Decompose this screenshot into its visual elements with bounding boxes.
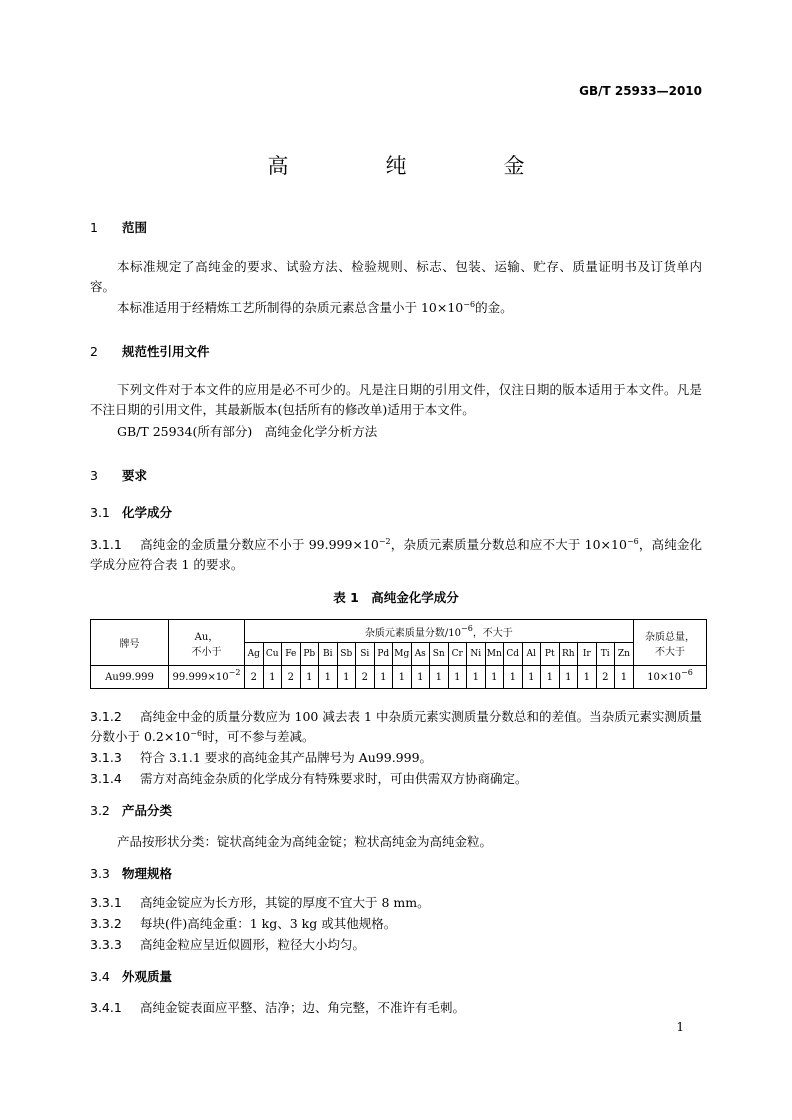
section-title: 规范性引用文件 [122,344,210,359]
clause-3-3-2: 3.3.2 每块(件)高纯金重：1 kg、3 kg 或其他规格。 [90,914,702,934]
clause-number: 3.3.2 [90,916,122,931]
clause-number: 3.1.3 [90,750,122,765]
clause-number: 3.3.1 [90,895,122,910]
section-number: 3.2 [90,803,110,818]
clause-number: 3.4.1 [90,1000,122,1015]
normative-reference: GB/T 25934(所有部分) 高纯金化学分析方法 [117,424,378,439]
element-value-cd: 1 [504,666,523,689]
element-value-as: 1 [411,666,430,689]
page-number: 1 [676,1020,684,1034]
section-3-1-heading [90,503,172,521]
element-header-ir: Ir [578,643,597,666]
standard-number: GB/T 25933—2010 [579,84,702,98]
clause-3-1-1: 3.1.1 高纯金的金质量分数应不小于 $99.999\times 10^{-2}$，杂质元素质量分数总和应不大于 $10\times 10^{-6}$，高纯金化学成分应符合表 1 的要求。 [90,537,702,572]
element-value-ag: 2 [245,666,264,689]
element-value-sb: 1 [337,666,356,689]
section-2-paragraph: 下列文件对于本文件的应用是必不可少的。凡是注日期的引用文件，仅注日期的版本适用于本文件。凡是不注日期的引用文件，其最新版本(包括所有的修改单)适用于本文件。 [90,382,702,417]
clause-3-3-1: 3.3.1 高纯金锭应为长方形，其锭的厚度不宜大于 8 mm。 [90,893,702,913]
element-header-pb: Pb [300,643,319,666]
clause-number: 3.3.3 [90,937,122,952]
cell-total: $10\times 10^{-6}$ [633,666,707,689]
section-title: 产品分类 [122,803,173,818]
element-header-mg: Mg [393,643,412,666]
element-value-ti: 2 [596,666,615,689]
element-header-fe: Fe [282,643,301,666]
element-value-al: 1 [522,666,541,689]
document-title: 高 纯 金 [267,154,563,178]
section-number: 1 [90,220,98,235]
section-3-heading [90,466,147,484]
element-value-zn: 1 [615,666,634,689]
clause-number: 3.1.2 [90,709,122,724]
cell-grade: Au99.999 [91,666,169,689]
element-header-sb: Sb [337,643,356,666]
element-value-si: 2 [356,666,375,689]
superscript: −2 [378,537,391,546]
table-row [91,666,707,689]
element-value-mn: 1 [485,666,504,689]
section-1-heading [90,218,147,236]
element-header-bi: Bi [319,643,338,666]
header-total: 杂质总量， 不大于 [633,620,707,666]
element-header-pd: Pd [374,643,393,666]
element-value-pb: 1 [300,666,319,689]
clause-3-4-1: 3.4.1 高纯金锭表面应平整、洁净；边、角完整，不准许有毛刺。 [90,998,702,1018]
section-title: 物理规格 [122,866,173,881]
element-value-rh: 1 [559,666,578,689]
superscript: −6 [463,300,476,309]
clause-number: 3.1.4 [90,771,122,786]
superscript: −6 [190,729,203,738]
section-number: 3.3 [90,866,110,881]
section-3-2-heading [90,801,172,819]
element-header-zn: Zn [615,643,634,666]
section-3-3-heading [90,864,172,882]
table-header-row [91,620,707,643]
element-value-bi: 1 [319,666,338,689]
element-value-pd: 1 [374,666,393,689]
clause-3-1-3: 3.1.3 符合 3.1.1 要求的高纯金其产品牌号为 Au99.999。 [90,748,702,768]
element-header-ti: Ti [596,643,615,666]
element-value-cr: 1 [448,666,467,689]
section-1-paragraph-1: 本标准规定了高纯金的要求、试验方法、检验规则、标志、包装、运输、贮存、质量证明书及订货单内容。 [90,259,702,294]
section-title: 要求 [122,468,148,483]
element-header-as: As [411,643,430,666]
element-value-ir: 1 [578,666,597,689]
clause-3-3-3: 3.3.3 高纯金粒应呈近似圆形，粒径大小均匀。 [90,935,702,955]
header-au: Au， 不小于 [169,620,245,666]
section-1-paragraph-2: 本标准适用于经精炼工艺所制得的杂质元素总含量小于 $10\times 10^{-6}$的金。 [117,300,513,315]
header-grade: 牌号 [91,620,169,666]
element-header-ni: Ni [467,643,486,666]
element-value-pt: 1 [541,666,560,689]
table-caption: 表 1 高纯金化学成分 [333,590,459,605]
section-3-4-heading [90,967,172,985]
section-title: 范围 [122,220,148,235]
chemical-composition-table [90,619,707,689]
clause-number: 3.1.1 [90,537,122,552]
section-number: 3 [90,468,98,483]
section-number: 3.4 [90,969,110,984]
element-value-cu: 1 [263,666,282,689]
element-header-cd: Cd [504,643,523,666]
element-header-al: Al [522,643,541,666]
element-header-mn: Mn [485,643,504,666]
element-header-ag: Ag [245,643,264,666]
element-header-cr: Cr [448,643,467,666]
element-header-cu: Cu [263,643,282,666]
clause-3-1-2: 3.1.2 高纯金中金的质量分数应为 100 减去表 1 中杂质元素实测质量分数总和的差值。当杂质元素实测质量分数小于 $0.2\times 10^{-6}$时，可不参与差减。 [90,709,702,744]
element-header-rh: Rh [559,643,578,666]
section-2-heading [90,342,210,360]
section-title: 外观质量 [122,969,173,984]
superscript: −6 [626,537,639,546]
header-impurities: 杂质元素质量分数$/10^{-6}$，不大于 [245,620,634,643]
element-header-si: Si [356,643,375,666]
cell-au: $99.999\times 10^{-2}$ [169,666,245,689]
section-number: 2 [90,344,98,359]
element-value-mg: 1 [393,666,412,689]
element-header-pt: Pt [541,643,560,666]
section-number: 3.1 [90,505,110,520]
element-value-fe: 2 [282,666,301,689]
element-value-ni: 1 [467,666,486,689]
element-header-sn: Sn [430,643,449,666]
clause-3-1-4: 3.1.4 需方对高纯金杂质的化学成分有特殊要求时，可由供需双方协商确定。 [90,769,702,789]
section-3-2-paragraph: 产品按形状分类：锭状高纯金为高纯金锭；粒状高纯金为高纯金粒。 [117,834,493,849]
section-title: 化学成分 [122,505,173,520]
element-value-sn: 1 [430,666,449,689]
